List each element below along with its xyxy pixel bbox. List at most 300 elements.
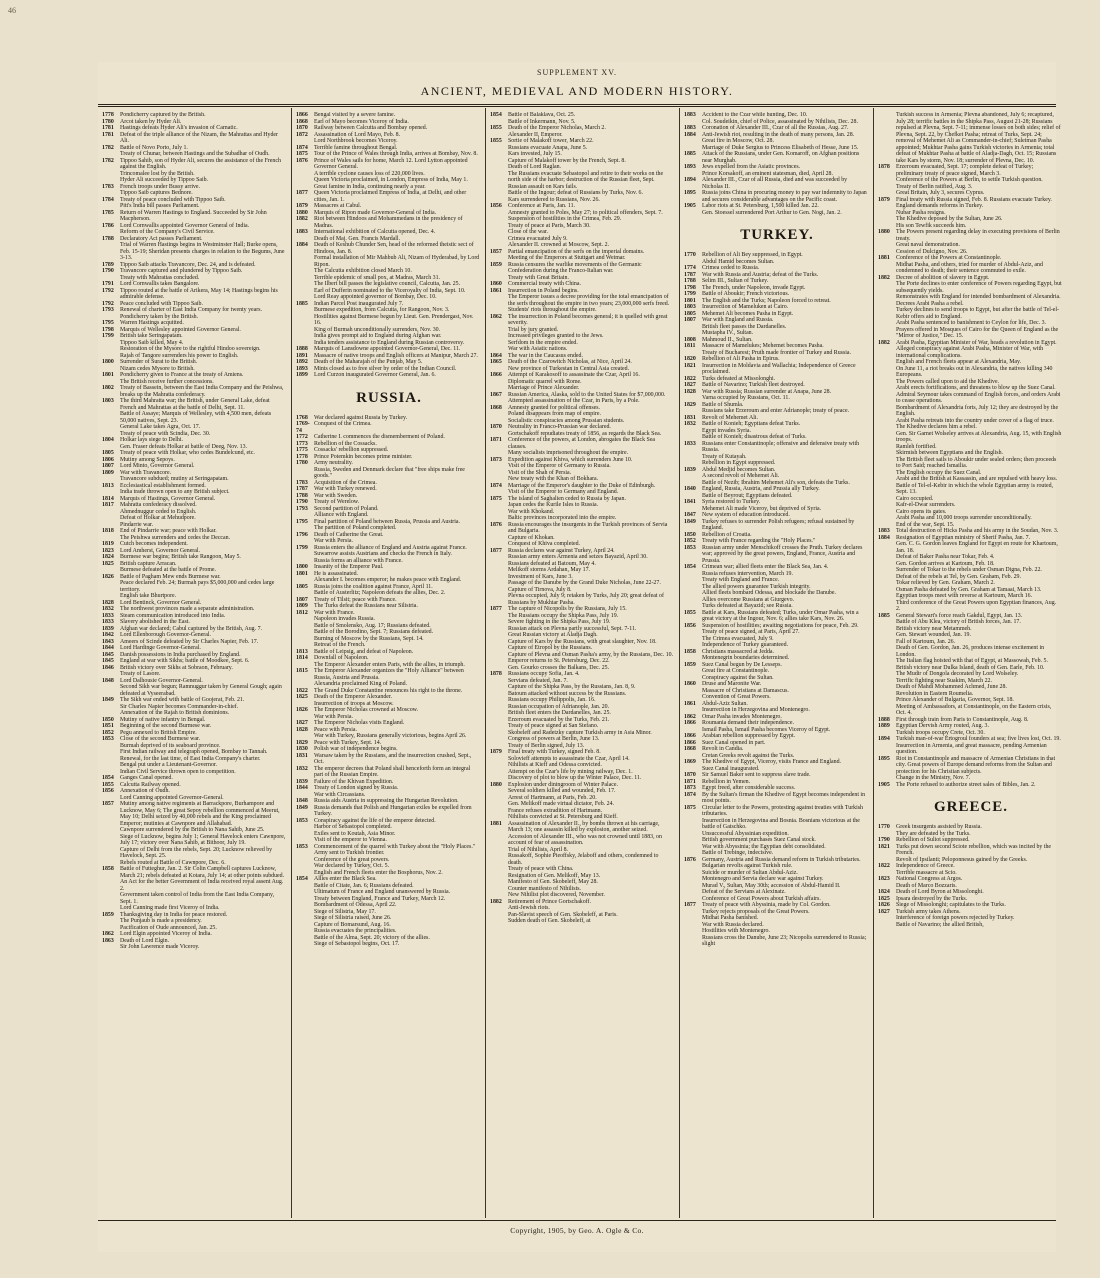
history-entry (296, 421, 482, 434)
entry-year: 1827 (296, 720, 308, 726)
entry-year: 1861 (684, 700, 696, 707)
entry-text: Treaty of Kutayah. (702, 453, 747, 460)
entry-text: The Mudir of Dongola decorated by Lord Wolseley. (896, 671, 1019, 677)
entry-year: 1774 (684, 265, 696, 271)
entry-year: 1806 (102, 456, 114, 463)
entry-text: Conspiracy against the life of the emperor detected. (314, 817, 436, 824)
entry-text: Lord Elgin appointed Viceroy of India. (120, 931, 212, 937)
entry-text: Russia evacuates the principalities. (314, 928, 397, 934)
entry-text: Conference of the Powers at Constantinople. (896, 255, 1002, 261)
entry-year: 1854 (296, 876, 308, 882)
history-entry (878, 281, 1064, 294)
entry-text: Neutrality in Franco-Prussian war declared. (508, 424, 611, 430)
entry-text: Cossacks' rebellion suppressed. (314, 447, 389, 453)
entry-text: Lord Cornwallis appointed Governor General of India. (120, 222, 250, 229)
history-entry (878, 164, 1064, 177)
entry-year: 1875 (296, 151, 308, 157)
entry-text: Hastings defeats Hyder Ali's invasion of Carnatic. (120, 125, 238, 131)
entry-text: Annexation of the Rajah to British dominions. (120, 710, 230, 716)
entry-text: Roumania demand their independence. (702, 720, 794, 726)
entry-year: 1783 (296, 479, 308, 486)
entry-text: Russians defeated at Batoum, May 4. (508, 560, 596, 567)
entry-year: 1828 (296, 726, 308, 733)
history-entry (878, 366, 1064, 379)
entry-text: Skobeleff and Radetzky capture Turkish army in Asia Minor. (508, 729, 652, 736)
entry-text: Second Sikh war begun; Ramnuggur taken by General Gough; again defeated at Vyseerabad. (120, 684, 282, 697)
entry-text: The British receive further concessions. (120, 378, 214, 385)
entry-text: Decrees Arabi Pasha a rebel. (896, 300, 964, 307)
entry-text: Anti-Jewish riots. (508, 905, 550, 911)
entry-text: Arrest of Hartmann, at Paris, Feb. 20. (508, 794, 597, 801)
entry-text: The Khedive of Egypt, Viceroy, visits France and England. (702, 759, 842, 765)
entry-text: Bulgarian revolts against Turkish rule. (702, 863, 793, 869)
history-entry (490, 918, 676, 925)
entry-text: Great famine in India, continuing nearly a year. (314, 183, 426, 190)
entry-year: 1884 (878, 534, 890, 541)
history-entry (490, 437, 676, 450)
entry-text: Terrible epidemic of small pox, at Madras, March 31. (314, 274, 441, 281)
entry-year: 1768 (296, 414, 308, 421)
entry-text: Treaty of Bassein, between the East India Company and the Peishwa, breaks up the Mahratta confederacy. (120, 385, 284, 398)
entry-year: 1867 (490, 391, 502, 398)
entry-text: Lord Curzon inaugurated Governor General, Jan. 6. (314, 372, 436, 378)
entry-text: Earl of Dufferin nominated to the Viceroyalty of India, Sept. 10. (314, 287, 466, 294)
entry-year: 1862 (102, 931, 114, 937)
entry-year: 1833 (684, 440, 696, 447)
entry-year: 1807 (102, 463, 114, 469)
entry-text: Beginning of the second Burmese war. (120, 723, 212, 729)
entry-text: The French, under Napoleon, invade Egypt. (702, 284, 806, 291)
entry-text: Revolt of Mehemet Ali. (702, 414, 758, 421)
entry-text: Battle of Assaye; Marquis of Wellesley, with 4,500 men, defeats 50,000 natives, Sept. 23. (120, 411, 272, 424)
entry-text: Trincomalee lost by the British. (120, 170, 195, 177)
entry-text: Visit of the Shah of Persia. (508, 469, 572, 476)
section-heading: RUSSIA. (356, 389, 422, 406)
entry-year: 1841 (684, 499, 696, 505)
entry-text: Lord Amherst, Governor General. (120, 547, 200, 554)
entry-text: Mutiny among Sepoys. (120, 456, 175, 463)
entry-text: The Calcutta exhibition closed March 10. (314, 268, 412, 274)
history-entry (102, 385, 288, 398)
entry-text: British victory over Sikhs at Sobraon, February. (120, 664, 233, 671)
entry-text: Holkar lays siege to Delhi. (120, 437, 183, 443)
entry-year: 1815 (296, 668, 308, 674)
entry-text: The Emperor Nicholas visits England. (314, 720, 405, 726)
entry-text: The Russians occupy the Shipka Pass, July 19. (508, 612, 619, 619)
entry-year: 1801 (684, 297, 696, 304)
entry-year: 1813 (102, 482, 114, 489)
entry-year (490, 593, 508, 606)
entry-year: 1849 (684, 518, 696, 525)
entry-text: Reform of the Company's Civil Service. (120, 229, 215, 235)
entry-text: Crimea ceded to Russia. (702, 265, 760, 271)
entry-text: Riot in Constantinople and massacre of Armenian Christians in that city. Great powers of Europe demand reforms from the Sultan and protection for his Christian subjects. (896, 755, 1056, 775)
entry-text: Death of the Emperor Alexander. (314, 694, 393, 700)
entry-text: The English occupy the Suez Canal. (896, 469, 982, 476)
entry-text: Burmese defeated at the battle of Prome. (120, 567, 217, 573)
entry-text: Death of the Maharajah of the Punjab, May 5. (314, 359, 423, 365)
entry-year: 1820 (684, 356, 696, 362)
history-entry (102, 398, 288, 411)
entry-text: Russian attack on Plevna partly successful, Sept. 7-11. (508, 625, 637, 632)
entry-year (878, 366, 896, 379)
entry-year (102, 847, 120, 860)
entry-text: Hyder Ali succeeded by Tippoo Saib. (120, 177, 209, 183)
entry-text: Suspension of hostilities; awaiting negotiations for peace, Feb. 29. (702, 622, 859, 629)
entry-text: Rebellion of Suliot suppressed. (896, 837, 970, 843)
header-rule (98, 104, 1056, 107)
entry-text: He is assassinated. (314, 570, 359, 577)
entry-text: Suwarrow assists Austrians and checks the French in Italy. (314, 551, 452, 557)
entry-text: Lord Bentinck, Governor General. (120, 599, 202, 606)
entry-text: Syria restored to Turkey. (702, 499, 761, 505)
entry-text: Treaty with France regarding the "Holy Places." (702, 538, 816, 544)
entry-text: Egypt freed, after considerable success. (702, 785, 796, 791)
entry-text: The partition of Poland completed. (314, 525, 397, 531)
entry-text: Capture of Kars by the Russians, with great slaughter, Nov. 18. (508, 638, 657, 645)
entry-text: War with Asiatic nations. (508, 346, 568, 352)
entry-year: 1866 (296, 112, 308, 118)
entry-text: National Congress at Argos. (896, 876, 963, 882)
entry-text: The emperor decrees that Poland shall henceforth form an integral part of the Russian Empire. (314, 765, 471, 778)
entry-year: 1895 (878, 755, 890, 762)
entry-text: An Act for the better Government of India received royal assent Aug. 2. (120, 879, 284, 892)
entry-year: 1879 (878, 196, 890, 203)
entry-text: The war in the Caucasus ended. (508, 352, 583, 359)
entry-year: 1881 (878, 255, 890, 261)
entry-text: Rajah of Tangore surrenders his power to English. (120, 352, 239, 359)
entry-year: 1807 (684, 317, 696, 323)
entry-text: The English and the Turks; Napoleon forced to retreat. (702, 297, 831, 304)
entry-text: British fleet enters the Dardanelles, Jan. 25. (508, 710, 611, 716)
entry-year: 1868 (684, 746, 696, 752)
entry-year: 1905 (684, 203, 696, 209)
entry-year: 1894 (878, 736, 890, 742)
history-entry (490, 834, 676, 847)
entry-year: 1801 (102, 372, 114, 378)
entry-text: Convention of Great Powers. (702, 694, 771, 700)
history-entry (878, 405, 1064, 418)
entry-year: 1876 (296, 157, 308, 164)
entry-text: Battle of the Ingour; defeat of Russians by Turks, Nov. 6. (508, 190, 643, 196)
entry-text: Plevna occupied, July 9; retaken by Turks, July 20; great defeat of Russians by Mukhtar Pasha. (508, 593, 664, 606)
entry-year: 1789 (102, 261, 114, 268)
entry-text: Accident to the Czar while hunting, Dec. 10. (702, 112, 808, 118)
entry-text: Battle of the Borodino, Sept. 7; Russians defeated. (314, 629, 434, 635)
entry-text: Several soldiers killed and wounded, Feb. 17. (508, 788, 616, 794)
history-entry (296, 242, 482, 255)
column-divider (679, 108, 680, 1218)
entry-year: 1823 (102, 547, 114, 554)
entry-text: General Stewart's force reach Gakdul, Egypt, Jan. 13. (896, 612, 1023, 619)
entry-text: Expedition against Khiva, which surrenders June 10. (508, 456, 633, 463)
entry-year: 1885 (684, 151, 696, 157)
entry-text: Tippoo Saib killed, May 4. (120, 339, 184, 346)
entry-text: Death of Mahdi Mohammed Achmed, June 28. (896, 684, 1007, 690)
entry-text: Allies enter the Black Sea. (314, 876, 377, 882)
history-entry (102, 834, 288, 847)
copyright: Copyright, 1905, by Geo. A. Ogle & Co. (510, 1226, 644, 1235)
entry-text: Pondicherry given to France at the treaty of Amiens. (120, 372, 244, 378)
entry-text: War with France. (314, 609, 355, 616)
history-entry (490, 294, 676, 307)
entry-year: 1899 (296, 372, 308, 378)
entry-year: 1801 (296, 570, 308, 577)
entry-text: Turks defeated at Bayazid; see Russia. (702, 603, 793, 609)
entry-text: Insurrection in Moldavia and Wallachia; Independence of Greece proclaimed. (702, 362, 856, 375)
history-entry (878, 756, 1064, 776)
entry-text: Bengal put under a Lieutenant-Governor. (120, 762, 217, 768)
entry-text: The Ilbert bill passes the legislative council, Calcutta, Jan. 25. (314, 281, 461, 287)
entry-year: 1859 (102, 911, 114, 918)
entry-text: Turks put down second Sciote rebellion, which was incited by the French. (896, 843, 1052, 856)
entry-text: War with Turkey renewed. (314, 486, 377, 492)
entry-text: Lord Minto, Governor General. (120, 463, 195, 469)
entry-text: Surrender of Tokar to the rebels under Osman Digna, Feb. 22. (896, 567, 1042, 573)
entry-text: Terrific fighting near Suakim, March 22. (896, 677, 992, 684)
entry-text: Downfall of Napoleon. (314, 655, 369, 661)
entry-text: Napoleon invades Russia. (314, 616, 376, 622)
entry-text: Gen. Stewart wounded, Jan. 19. (896, 632, 971, 638)
entry-year: 1845 (102, 658, 114, 664)
entry-text: Treaty of Berlin signed, July 13. (508, 742, 585, 749)
entry-year: 1888 (296, 346, 308, 352)
entry-text: Battle of Austerlitz; Napoleon defeats the allies, Dec. 2. (314, 590, 446, 596)
entry-year: 1884 (684, 131, 696, 138)
entry-text: Ismail Pasha, Ismail Pasha becomes Viceroy of Egypt. (702, 726, 831, 733)
entry-text: Exiles sent to Koutah, Asia Minor. (314, 830, 396, 837)
entry-text: Increased privileges granted to the Jews. (508, 333, 604, 339)
entry-text: War with Khokand. (508, 508, 555, 515)
entry-year: 1809 (296, 603, 308, 609)
entry-text: Commercial treaty with China. (508, 281, 581, 287)
entry-year: 1778 (102, 112, 114, 118)
entry-year (102, 892, 120, 905)
entry-year: 1822 (878, 863, 890, 869)
entry-text: Circular letter to the Powers, protesting against treaties with Turkish tributaries. (702, 804, 863, 817)
entry-text: Tippoo routed at the battle of Arikera, May 14; Hastings begins his admirable defense. (120, 287, 278, 300)
entry-text: Tippoo Saib captures Bednore. (120, 190, 193, 196)
entry-text: War with Sweden. (314, 492, 358, 499)
entry-text: Ultimatum of France and England unanswered by Russia. (314, 889, 451, 895)
entry-year: 1829 (296, 739, 308, 746)
entry-year: 1881 (490, 820, 502, 827)
entry-text: Peace declared Feb. 24; Burmah pays $5,000,000 and cedes large territory. (120, 580, 275, 593)
entry-year: 1852 (102, 729, 114, 736)
entry-year (878, 112, 896, 164)
entry-text: Death of Keshub Chunder Sen, head of the reformed theistic sect of Hindoos, Jan. 8. (314, 242, 474, 255)
entry-text: Gortschakoff repudiates treaty of 1856, as regards the Black Sea. (508, 430, 662, 437)
history-entry (102, 944, 288, 951)
history-entry (102, 801, 288, 827)
entry-year: 1773 (296, 440, 308, 447)
history-entry (102, 242, 288, 262)
entry-text: Conquest of the Crimea. (314, 421, 372, 427)
entry-text: Treaty of Chunar, between Hastings and the Subadhar of Oudh. (120, 151, 270, 157)
history-entry (102, 866, 288, 879)
entry-text: The Crimea evacuated, July 9. (702, 635, 774, 642)
entry-year: 1832 (684, 421, 696, 427)
entry-text: Gen. C. G. Gordon leaves England for Egypt en route for Khartoum, Jan. 18. (896, 541, 1058, 554)
entry-text: Nizam cedes Mysore to British. (120, 365, 195, 372)
page-title: ANCIENT, MEDIEVAL AND MODERN HISTORY. (420, 84, 734, 98)
entry-year: 1788 (296, 492, 308, 499)
entry-year: 1795 (102, 320, 114, 326)
entry-text: Kars surrendered to Russians, Nov. 26. (508, 196, 600, 203)
entry-text: India gives prompt aid to England during Afghan war. (314, 333, 442, 339)
entry-text: Explosion under diningroom of Winter Palace. (508, 781, 618, 788)
entry-year: 1798 (102, 326, 114, 333)
history-entry (102, 132, 288, 145)
entry-text: Burmese expedition, from Calcutta, for Rangoon, Nov. 3. (314, 307, 450, 313)
entry-text: Mahmoud II., Sultan. (702, 336, 753, 343)
entry-text: Marquis of Wellesley appointed Governor General. (120, 326, 241, 333)
entry-year: 1832 (102, 606, 114, 612)
entry-text: England demands reforms in Turkey. (896, 203, 984, 209)
entry-text: Revolt in Candia. (702, 746, 744, 752)
entry-year: 1883 (684, 112, 696, 118)
entry-text: Restoration of the Mysore to the rightful Hindoo sovereign. (120, 346, 261, 352)
entry-text: Insurrection in Herzegovina and Montenegro. (702, 707, 810, 713)
history-entry (296, 467, 482, 480)
entry-text: Accession of Alexander III., who was not crowned until 1883, on account of fear of assassination. (508, 833, 662, 846)
entry-text: Commencement of the quarrel with Turkey about the "Holy Places." (314, 843, 476, 850)
entry-text: Russia enters the alliance of England and Austria against France. (314, 544, 467, 551)
entry-text: Close of the war. (508, 229, 548, 235)
entry-text: Battle of Shumla. (702, 401, 744, 408)
entry-text: Meeting of the Emperors at Stuttgart and Weimar. (508, 255, 626, 261)
entry-text: Gen. Sir Garnet Wolseley arrives at Alexandria, Aug. 15, with English troops. (896, 430, 1062, 443)
entry-year (878, 327, 896, 340)
entry-text: Lord Canning appointed Governor-General. (120, 794, 224, 801)
entry-text: Travancore subdued; mutiny at Seringapatam. (120, 476, 229, 482)
entry-text: Capture of Delhi from the rebels, Sept. 20; Lucknow relieved by Havelock, Sept. 25. (120, 846, 273, 859)
entry-text: Bengal visited by a severe famine. (314, 112, 396, 118)
entry-text: Attempted assassination of the Czar, in Paris, by a Pole. (508, 398, 640, 404)
entry-year: 1821 (684, 362, 696, 369)
entry-year: 1800 (102, 359, 114, 365)
history-entry (878, 431, 1064, 444)
entry-year: 1879 (296, 203, 308, 209)
entry-text: Greek insurgents assisted by Russia. (896, 824, 982, 830)
entry-year (490, 853, 508, 866)
entry-text: Servians defeated, Jan. 7. (508, 677, 568, 684)
entry-text: Attempt on the Czar's life by mining railway, Dec. 1. (508, 768, 633, 775)
entry-year: 1770 (878, 824, 890, 830)
entry-text: Attempt of Karakosoff to assassinate the Czar, April 16. (508, 372, 640, 378)
entry-year: 1848 (296, 798, 308, 804)
entry-text: Revolution in Eastern Roumelia. (896, 690, 974, 697)
entry-year: 1866 (684, 739, 696, 746)
entry-year: 1804 (102, 437, 114, 443)
entry-text: Treaty of peace with China. (508, 866, 574, 872)
entry-text: Russian America, Alaska, sold to the United States for $7,000,000. (508, 391, 666, 398)
entry-year (102, 834, 120, 847)
entry-text: Osman Pasha defeated by Gen. Graham at Tamaai, March 13. (896, 586, 1042, 593)
entry-text: Conspiracy against the Sultan. (702, 674, 774, 681)
entry-year (102, 684, 120, 697)
entry-text: The Italian flag hoisted with that of Egypt, at Massowah, Feb. 5. (896, 658, 1048, 664)
entry-year (102, 944, 120, 951)
entry-text: Turks defeated at Missolonghi. (702, 375, 776, 382)
entry-text: Nubar Pasha resigns. (896, 209, 946, 216)
entry-text: Retirement of Prince Gortschakoff. (508, 898, 591, 905)
entry-text: Cawnpore surrendered by the British to Nana Sahib, June 25. (120, 827, 265, 833)
entry-text: Suspension of hostilities in the Crimea, Feb. 29. (508, 216, 622, 222)
entry-text: Battle of Konieh; Egyptians defeat Turks. (702, 421, 801, 427)
entry-text: Gen. Stoessel surrendered Port Arthur to Gen. Nogi, Jan. 2. (702, 209, 842, 216)
entry-year: 1770 (684, 252, 696, 258)
entry-year: 1805 (296, 583, 308, 590)
entry-text: The northwest provinces made a separate administration. (120, 606, 255, 612)
entry-text: Poland disappears from map of empire. (508, 411, 601, 417)
entry-text: Crimea evacuated July 9. (508, 235, 568, 242)
history-entry (878, 307, 1064, 320)
entry-text: Prince Alexander of Bulgaria, Governor, Sept. 18. (896, 697, 1014, 703)
entry-year: 1873 (490, 456, 502, 463)
entry-year: 1813 (296, 648, 308, 655)
entry-year: 1828 (102, 599, 114, 606)
entry-text: Treaty of peace signed at San Stefano. (508, 723, 599, 729)
entry-text: Massacre of native troops and English officers at Manipur, March 27. (314, 352, 478, 359)
entry-year: 1793 (102, 307, 114, 313)
entry-text: Cairo occupied. (896, 495, 934, 502)
history-entry (296, 668, 482, 681)
entry-text: Marquis of Lansdowne appointed Governor-General, Dec. 11. (314, 346, 461, 352)
entry-text: Siege of Silistria, May 17. (314, 908, 376, 915)
entry-year: 1799 (296, 544, 308, 551)
entry-text: Death of Gen. Gordon, Jan. 26, produces intense excitement in London. (896, 645, 1045, 658)
history-entry (296, 158, 482, 171)
entry-text: Trial of Nihilists, April 8. (508, 846, 569, 853)
history-entry (878, 457, 1064, 470)
entry-text: Prince Potemkin becomes prime minister. (314, 453, 413, 460)
entry-text: Alexandria proclaimed King of Poland. (314, 681, 408, 687)
history-entry (296, 372, 482, 379)
entry-year: 1830 (296, 746, 308, 752)
history-entry (878, 327, 1064, 340)
entry-year: 1854 (490, 112, 502, 118)
entry-year: 1855 (490, 138, 502, 144)
entry-year: 1856 (684, 622, 696, 629)
entry-text: The Porte declines to enter conference of Powers regarding Egypt, but subsequently yields. (896, 281, 1062, 294)
entry-text: Burmese war begins; British take Rangoon, May 5. (120, 554, 241, 560)
entry-text: Admiral Seymour takes command of English forces, and orders Arabi to cease operations. (896, 391, 1061, 404)
entry-text: The island of Saghalien ceded to Russia by Japan. (508, 495, 626, 502)
entry-text: British capture Arracan. (120, 560, 177, 567)
entry-year: 1860 (490, 281, 502, 287)
entry-year: 1780 (102, 118, 114, 125)
entry-text: Death of Catherine the Great. (314, 531, 384, 538)
column-divider (291, 108, 292, 1218)
entry-text: British take Seringapatam. (120, 333, 183, 339)
entry-text: Murad V., Sultan, May 30th; accession of Abdul-Hamid II. (702, 882, 841, 889)
entry-year: 1788 (684, 278, 696, 284)
entry-text: Russian army enters Armenia and seizes Bayazid, April 30. (508, 554, 648, 560)
entry-year: 1877 (490, 606, 502, 612)
history-entry (684, 610, 870, 623)
section-heading: GREECE. (933, 799, 1009, 815)
entry-text: Suicide or murder of Sultan Abdul-Aziz. (702, 869, 798, 876)
entry-year: 1853 (296, 817, 308, 824)
entry-text: Battle of Tel-el-Kebir in which the whole Egyptian army is routed, Sept. 13. (896, 482, 1054, 495)
entry-year: 1872 (296, 131, 308, 138)
history-page (98, 62, 1062, 1252)
entry-text: Conquest of Khiva completed. (508, 541, 580, 547)
history-entry (684, 545, 870, 565)
entry-year: 1858 (102, 866, 114, 872)
entry-year: 1871 (490, 437, 502, 443)
